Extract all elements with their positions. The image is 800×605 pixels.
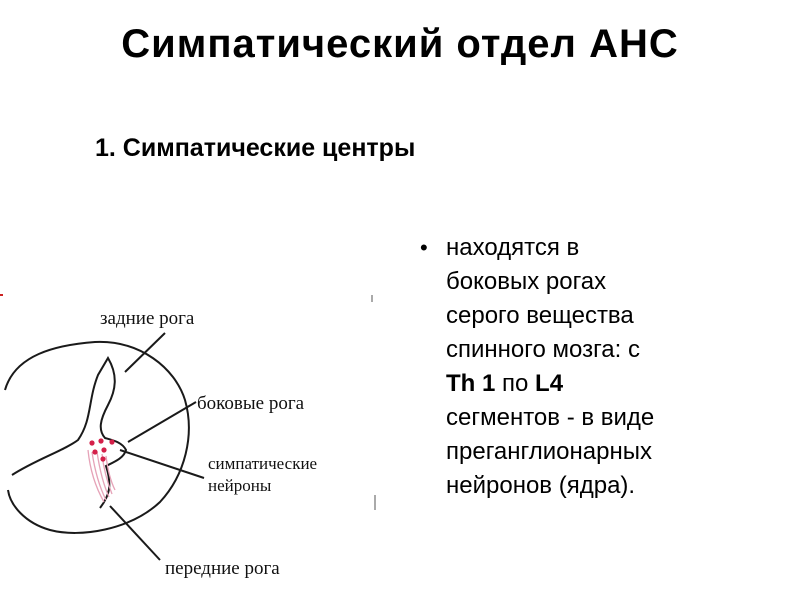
leader-anterior (110, 506, 160, 560)
spinal-cord-outline (5, 342, 189, 533)
bullet-line: сегментов - в виде (446, 404, 655, 431)
bullet-line: серого вещества (446, 302, 634, 329)
bullet-connector: по (495, 370, 536, 397)
leader-sympathetic (120, 450, 204, 478)
segment-end: L4 (535, 370, 564, 397)
bullet-line (446, 367, 654, 401)
label-posterior-horns: задние рога (100, 308, 195, 329)
bullet-line: находятся в (446, 234, 580, 261)
segment-start: Th 1 (446, 370, 496, 397)
label-sympathetic-neurons-1: симпатические (208, 454, 318, 473)
bullet-line: спинного мозга: с (446, 336, 640, 363)
label-anterior-horns: передние рога (165, 558, 280, 579)
leader-posterior (125, 333, 165, 372)
label-lateral-horns: боковые рога (197, 393, 305, 414)
bullet-line: преганглионарных (446, 438, 652, 465)
bullet-text (446, 231, 654, 503)
bullet-line: боковых рогах (446, 268, 607, 295)
spinal-cord-drawing (0, 290, 380, 600)
bullet-line: нейронов (ядра). (446, 472, 636, 499)
label-sympathetic-neurons-2: нейроны (208, 476, 272, 495)
leader-lateral (128, 402, 196, 442)
spinal-cord-diagram (0, 290, 380, 600)
section-heading: 1. Симпатические центры (95, 134, 416, 162)
bullet-marker: • (420, 235, 428, 260)
slide-title: Симпатический отдел АНС (121, 22, 679, 66)
